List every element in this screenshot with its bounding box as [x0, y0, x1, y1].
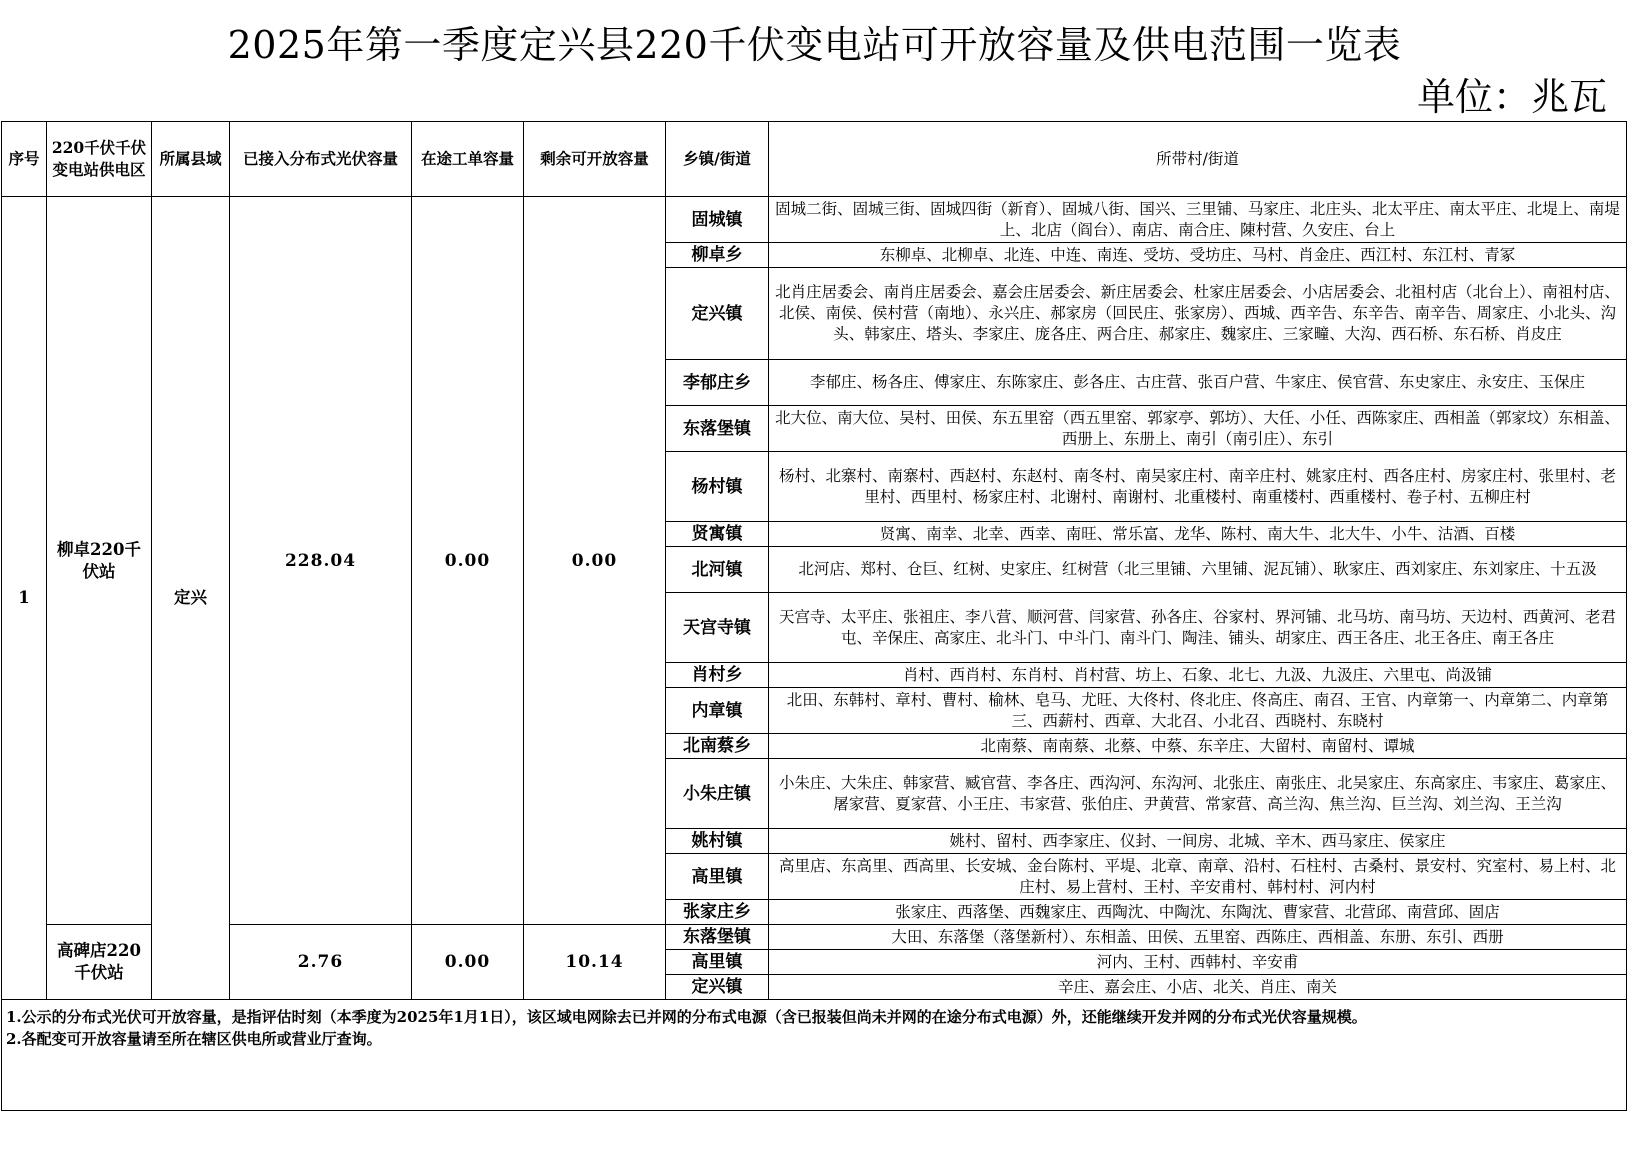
remaining-value: 0.00 [524, 197, 666, 925]
village-list: 李郁庄、杨各庄、傅家庄、东陈家庄、彭各庄、古庄营、张百户营、牛家庄、侯官营、东史家庄、永安庄、玉保庄 [769, 360, 1627, 406]
village-list: 天宫寺、太平庄、张祖庄、李八营、顺河营、闫家营、孙各庄、谷家村、界河铺、北马坊、南马坊、天边村、西黄河、老君屯、辛保庄、高家庄、北斗门、中斗门、南斗门、陶洼、铺头、胡家庄、西王各庄、北王各庄、南王各庄 [769, 593, 1627, 663]
village-list: 北田、东韩村、章村、曹村、榆林、皂马、尤旺、大佟村、佟北庄、佟高庄、南召、王官、内章第一、内章第二、内章第三、西薪村、西章、大北召、小北召、西晓村、东晓村 [769, 688, 1627, 734]
town-name: 柳卓乡 [666, 243, 769, 268]
station-name: 柳卓220千伏站 [47, 197, 152, 925]
town-name: 姚村镇 [666, 829, 769, 854]
village-list: 东柳卓、北柳卓、北连、中连、南连、受坊、受坊庄、马村、肖金庄、西江村、东江村、青冢 [769, 243, 1627, 268]
village-list: 高里店、东高里、西高里、长安城、金台陈村、平堤、北章、南章、沿村、石柱村、古桑村、景安村、究室村、易上村、北庄村、易上营村、王村、辛安甫村、韩村村、河内村 [769, 854, 1627, 900]
village-list: 北河店、郑村、仓巨、红树、史家庄、红树营（北三里铺、六里铺、泥瓦铺）、耿家庄、西刘家庄、东刘家庄、十五汲 [769, 547, 1627, 593]
header-remaining: 剩余可开放容量 [524, 122, 666, 197]
note-2: 2.各配变可开放容量请至所在辖区供电所或营业厅查询。 [6, 1030, 382, 1048]
header-town: 乡镇/街道 [666, 122, 769, 197]
village-list: 固城二街、固城三街、固城四街（新育）、固城八街、国兴、三里铺、马家庄、北庄头、北太平庄、南太平庄、北堤上、南堤上、北店（阎台）、南店、南合庄、陳村营、久安庄、台上 [769, 197, 1627, 243]
town-name: 固城镇 [666, 197, 769, 243]
header-row [2, 122, 1627, 197]
town-name: 天宫寺镇 [666, 593, 769, 663]
village-list: 杨村、北寨村、南寨村、西赵村、东赵村、南冬村、南吴家庄村、南辛庄村、姚家庄村、西各庄村、房家庄村、张里村、老里村、西里村、杨家庄村、北谢村、南谢村、北重楼村、南重楼村、西重楼村、卷子村、五柳庄村 [769, 452, 1627, 522]
town-name: 定兴镇 [666, 975, 769, 1000]
header-ongoing: 在途工单容量 [412, 122, 524, 197]
note-1: 1.公示的分布式光伏可开放容量，是指评估时刻（本季度为2025年1月1日），该区域电网除去已并网的分布式电源（含已报装但尚未并网的在途分布式电源）外，还能继续开发并网的分布式光伏容量规模。 [6, 1008, 1367, 1026]
town-name: 东落堡镇 [666, 406, 769, 452]
town-name: 定兴镇 [666, 268, 769, 360]
village-list: 姚村、留村、西李家庄、仪封、一间房、北城、辛木、西马家庄、侯家庄 [769, 829, 1627, 854]
town-name: 内章镇 [666, 688, 769, 734]
county-cell: 定兴 [152, 197, 230, 1000]
header-villages: 所带村/街道 [769, 122, 1627, 197]
unit-label: 单位：兆瓦 [1416, 75, 1607, 119]
capacity-table [1, 121, 1627, 1111]
header-connected: 已接入分布式光伏容量 [230, 122, 412, 197]
town-name: 高里镇 [666, 854, 769, 900]
connected-value: 2.76 [230, 925, 412, 1000]
village-list: 小朱庄、大朱庄、韩家营、臧官营、李各庄、西沟河、东沟河、北张庄、南张庄、北吴家庄、东高家庄、韦家庄、葛家庄、屠家营、夏家营、小王庄、韦家营、张伯庄、尹黄营、常家营、高兰沟、焦兰沟、巨兰沟、刘兰沟、王兰沟 [769, 759, 1627, 829]
village-list: 辛庄、嘉会庄、小店、北关、肖庄、南关 [769, 975, 1627, 1000]
village-list: 贤寓、南幸、北幸、西幸、南旺、常乐富、龙华、陈村、南大牛、北大牛、小牛、沽酒、百楼 [769, 522, 1627, 547]
town-name: 北南蔡乡 [666, 734, 769, 759]
ongoing-value: 0.00 [412, 197, 524, 925]
town-name: 杨村镇 [666, 452, 769, 522]
town-name: 东落堡镇 [666, 925, 769, 950]
village-list: 北南蔡、南南蔡、北蔡、中蔡、东辛庄、大留村、南留村、谭城 [769, 734, 1627, 759]
station-name: 高碑店220千伏站 [47, 925, 152, 1000]
village-list: 大田、东落堡（落堡新村）、东相盖、田侯、五里窑、西陈庄、西相盖、东册、东引、西册 [769, 925, 1627, 950]
town-name: 肖村乡 [666, 663, 769, 688]
table-row [2, 197, 1627, 243]
town-name: 小朱庄镇 [666, 759, 769, 829]
header-seq: 序号 [2, 122, 47, 197]
town-name: 贤寓镇 [666, 522, 769, 547]
header-county: 所属县域 [152, 122, 230, 197]
town-name: 李郁庄乡 [666, 360, 769, 406]
table-body [2, 197, 1627, 1111]
village-list: 河内、王村、西韩村、辛安甫 [769, 950, 1627, 975]
remaining-value: 10.14 [524, 925, 666, 1000]
table-row [2, 925, 1627, 950]
village-list: 肖村、西肖村、东肖村、肖村营、坊上、石象、北七、九汲、九汲庄、六里屯、尚汲铺 [769, 663, 1627, 688]
village-list: 北大位、南大位、吴村、田侯、东五里窑（西五里窑、郭家亭、郭坊）、大任、小任、西陈家庄、西相盖（郭家坟）东相盖、西册上、东册上、南引（南引庄）、东引 [769, 406, 1627, 452]
page-title: 2025年第一季度定兴县220千伏变电站可开放容量及供电范围一览表 [227, 23, 1402, 67]
village-list: 北肖庄居委会、南肖庄居委会、嘉会庄居委会、新庄居委会、杜家庄居委会、小店居委会、北祖村店（北台上）、南祖村店、北侯、南侯、侯村营（南地）、永兴庄、郝家房（回民庄、张家房）、西城、西辛告、东辛告、南辛告、周家庄、小北头、沟头、韩家庄、塔头、李家庄、庞各庄、两合庄、郝家庄、魏家庄、三家疃、大沟、西石桥、东石桥、肖皮庄 [769, 268, 1627, 360]
ongoing-value: 0.00 [412, 925, 524, 1000]
town-name: 高里镇 [666, 950, 769, 975]
connected-value: 228.04 [230, 197, 412, 925]
village-list: 张家庄、西落堡、西魏家庄、西陶沈、中陶沈、东陶沈、曹家营、北营邱、南营邱、固店 [769, 900, 1627, 925]
seq-cell: 1 [2, 197, 47, 1000]
town-name: 北河镇 [666, 547, 769, 593]
notes-cell [2, 1000, 1627, 1111]
town-name: 张家庄乡 [666, 900, 769, 925]
header-area: 220千伏千伏变电站供电区 [47, 122, 152, 197]
notes-row [2, 1000, 1627, 1111]
